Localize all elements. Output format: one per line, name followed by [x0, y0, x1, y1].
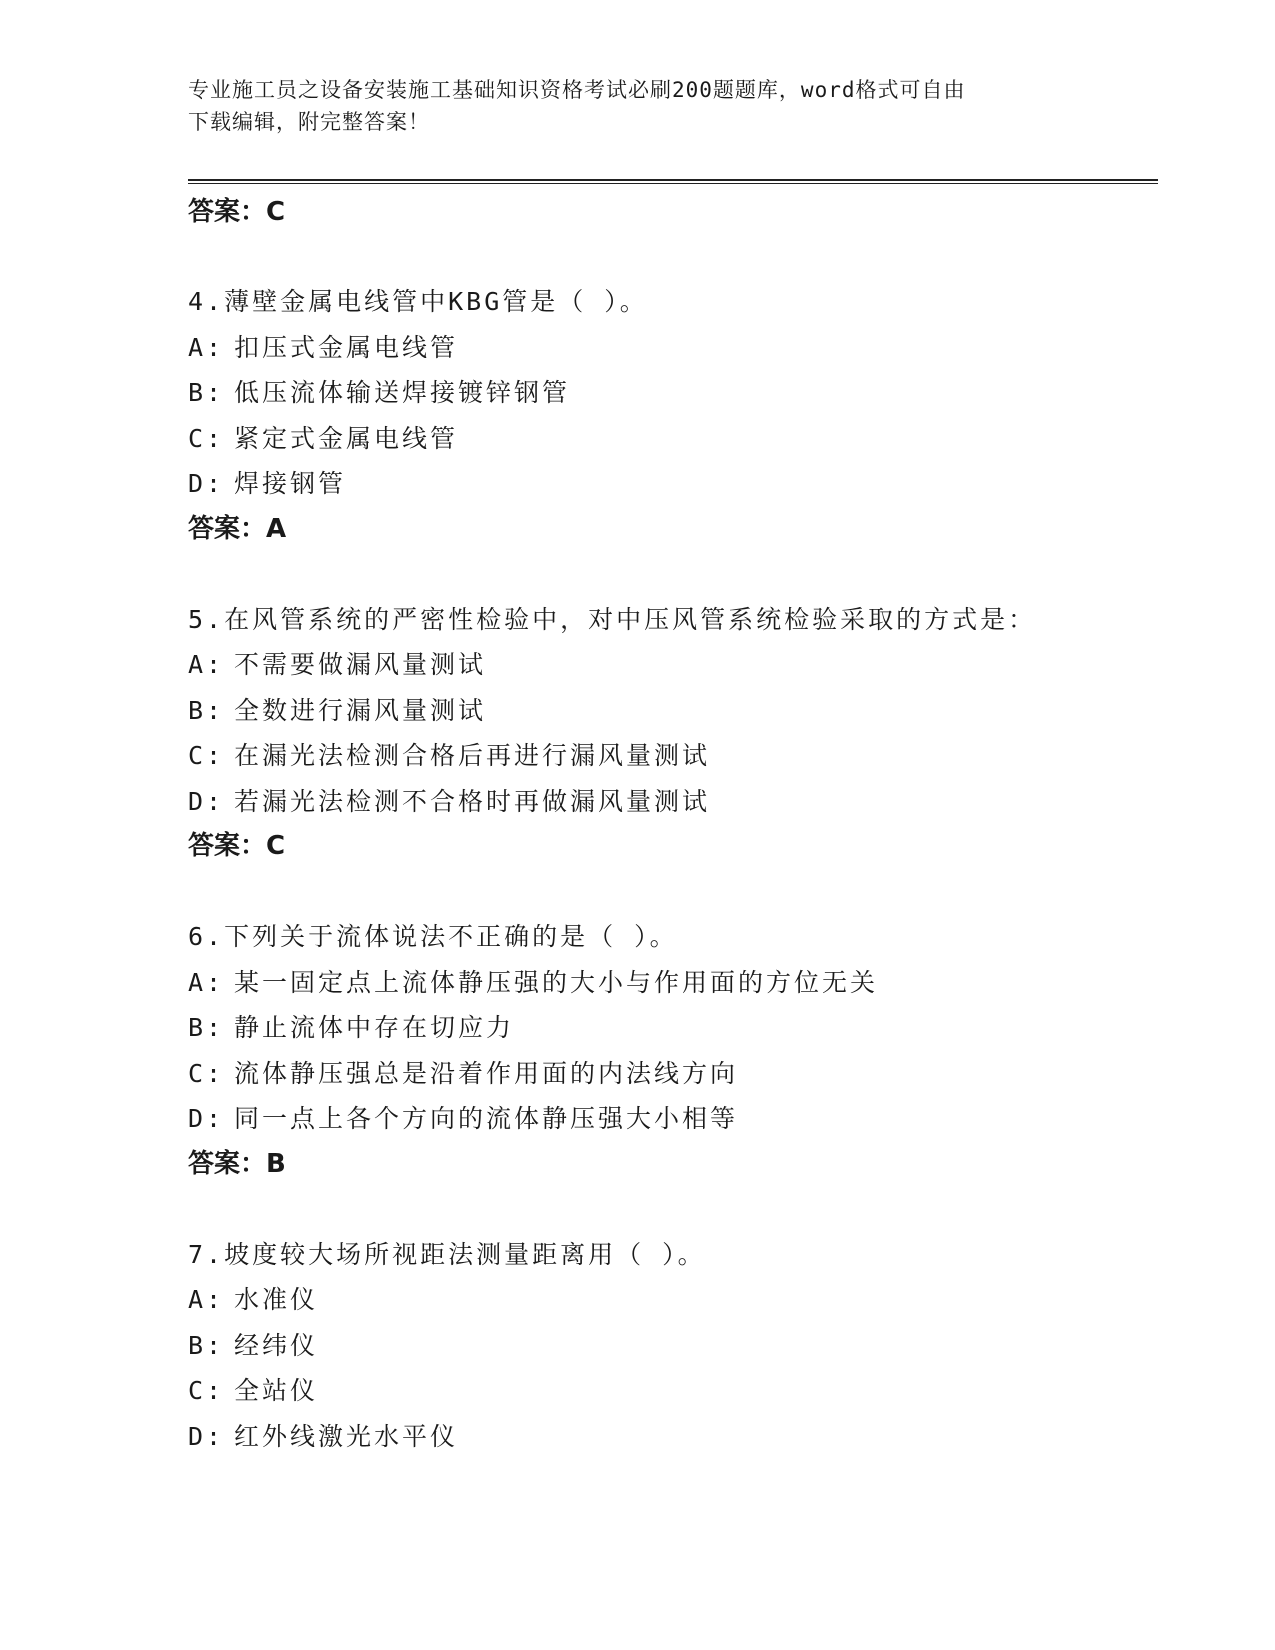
option-text: 不需要做漏风量测试: [234, 650, 487, 679]
option-letter: A:: [188, 332, 225, 362]
option-letter: B:: [188, 695, 225, 725]
option-text: 某一固定点上流体静压强的大小与作用面的方位无关: [234, 967, 879, 997]
question-stem: 4.薄壁金属电线管中KBG管是（ ）。: [188, 287, 648, 316]
option-text: 水准仪: [234, 1285, 319, 1314]
header-rule-thin: [188, 183, 1158, 184]
answer: 答案：A: [188, 513, 287, 544]
option-a: [188, 960, 1158, 1006]
question-5: [188, 597, 1158, 870]
option-text: 同一点上各个方向的流体静压强大小相等: [234, 1104, 739, 1133]
option-d: [188, 461, 1158, 507]
page-header: [188, 74, 1068, 138]
option-letter: D:: [188, 469, 225, 498]
header-line-1: 专业施工员之设备安装施工基础知识资格考试必刷200题题库，word格式可自由: [188, 78, 966, 102]
question-4: [188, 279, 1158, 552]
option-a: [188, 1277, 1158, 1323]
option-c: [188, 1368, 1158, 1414]
option-letter: B:: [188, 378, 225, 407]
option-letter: A:: [188, 967, 225, 997]
option-text: 若漏光法检测不合格时再做漏风量测试: [234, 786, 711, 816]
option-b: [188, 688, 1158, 734]
option-text: 经纬仪: [234, 1330, 319, 1360]
header-line-2: 下载编辑，附完整答案！: [188, 110, 430, 134]
option-b: [188, 1005, 1158, 1051]
option-text: 低压流体输送焊接镀锌钢管: [234, 378, 571, 407]
option-letter: C:: [188, 1058, 225, 1088]
option-text: 全站仪: [234, 1376, 319, 1405]
option-letter: C:: [188, 423, 225, 453]
option-a: [188, 642, 1158, 688]
option-text: 紧定式金属电线管: [234, 423, 459, 453]
option-letter: C:: [188, 741, 225, 770]
option-text: 扣压式金属电线管: [234, 332, 459, 362]
option-b: [188, 370, 1158, 416]
option-text: 全数进行漏风量测试: [234, 695, 487, 725]
question-6: [188, 914, 1158, 1187]
option-letter: C:: [188, 1376, 225, 1405]
answer-previous: 答案：C: [188, 197, 286, 227]
option-letter: B:: [188, 1330, 225, 1360]
answer: 答案：C: [188, 831, 286, 861]
option-letter: D:: [188, 1104, 225, 1133]
option-d: [188, 779, 1158, 825]
question-list: [188, 190, 1158, 1504]
option-c: [188, 733, 1158, 779]
option-letter: B:: [188, 1013, 225, 1042]
option-a: [188, 325, 1158, 371]
option-letter: A:: [188, 650, 225, 679]
option-letter: D:: [188, 1421, 225, 1451]
header-rule-thick: [188, 179, 1158, 181]
option-d: [188, 1414, 1158, 1460]
option-c: [188, 1051, 1158, 1097]
question-stem: 6.下列关于流体说法不正确的是（ ）。: [188, 922, 678, 951]
answer: 答案：B: [188, 1148, 286, 1179]
option-c: [188, 416, 1158, 462]
option-text: 流体静压强总是沿着作用面的内法线方向: [234, 1058, 739, 1088]
option-text: 在漏光法检测合格后再进行漏风量测试: [234, 741, 711, 770]
option-text: 静止流体中存在切应力: [234, 1013, 515, 1042]
option-text: 红外线激光水平仪: [234, 1421, 459, 1451]
question-stem: 7.坡度较大场所视距法测量距离用（ ）。: [188, 1239, 706, 1269]
option-letter: A:: [188, 1285, 225, 1314]
option-d: [188, 1096, 1158, 1142]
question-stem: 5.在风管系统的严密性检验中，对中压风管系统检验采取的方式是：: [188, 604, 1037, 634]
option-text: 焊接钢管: [234, 469, 347, 498]
option-b: [188, 1323, 1158, 1369]
question-7: [188, 1232, 1158, 1460]
option-letter: D:: [188, 786, 225, 816]
